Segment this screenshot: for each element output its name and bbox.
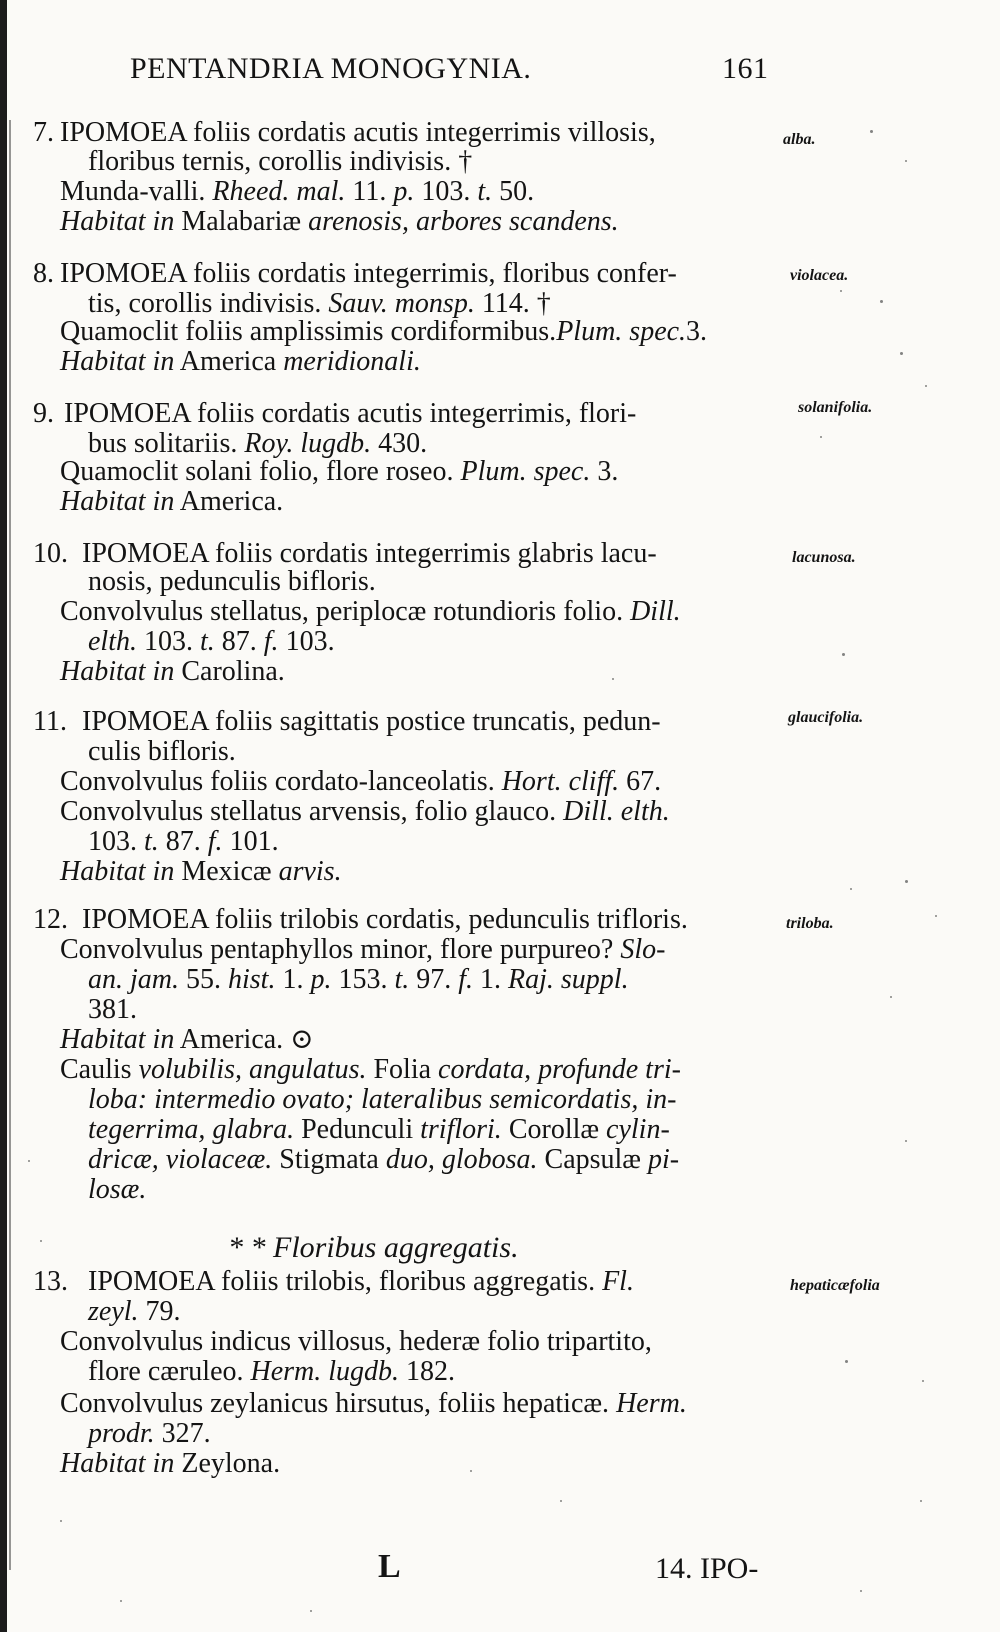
roman-text: nosis, pedunculis bifloris.	[88, 566, 376, 597]
entry-line	[60, 856, 342, 888]
italic-text: elth.	[88, 626, 137, 657]
entry-line	[88, 826, 279, 858]
ink-speck	[840, 290, 842, 292]
ink-speck	[935, 915, 937, 917]
roman-text: floribus ternis, corollis indivisis. †	[88, 146, 473, 177]
roman-text: 153.	[331, 964, 395, 995]
italic-text: dricæ, violaceæ.	[88, 1144, 273, 1175]
italic-text: Herm. lugdb.	[250, 1356, 400, 1387]
roman-text: bus solitariis.	[88, 428, 245, 459]
entry-line	[88, 1296, 181, 1328]
entry-number: 10.	[33, 538, 68, 569]
entry-line	[88, 736, 236, 768]
italic-text: cordata, profunde tri-	[438, 1054, 681, 1085]
species-margin-name: hepaticæfolia	[790, 1277, 880, 1294]
italic-text: f.	[458, 964, 474, 995]
page-binding-edge	[0, 0, 7, 1632]
species-margin-name: lacunosa.	[792, 549, 856, 566]
ink-speck	[905, 160, 907, 162]
italic-text: f.	[263, 626, 279, 657]
roman-text: Caulis	[60, 1054, 139, 1085]
roman-text: Folia	[366, 1054, 439, 1085]
italic-text: Slo-	[620, 934, 666, 965]
roman-text: 114. †	[474, 288, 551, 319]
entry-line	[88, 1418, 211, 1450]
italic-text: zeyl.	[88, 1296, 139, 1327]
roman-text: 3.	[686, 316, 708, 347]
roman-text: 381.	[88, 994, 137, 1025]
roman-text: tis, corollis indivisis.	[88, 288, 329, 319]
ink-speck	[310, 1610, 312, 1612]
roman-text: culis bifloris.	[88, 736, 236, 767]
entry-line	[60, 934, 665, 966]
italic-text: Herm.	[616, 1388, 687, 1419]
entry-line	[88, 1356, 455, 1388]
entry-number: 13.	[33, 1266, 68, 1297]
entry-line	[88, 964, 629, 996]
page-number: 161	[722, 52, 769, 85]
italic-text: triflori.	[420, 1114, 502, 1145]
entry-line	[88, 1144, 679, 1176]
roman-text: Convolvulus indicus villosus, hederæ folio tripartito,	[60, 1326, 652, 1357]
entry-line	[60, 456, 618, 488]
italic-text: Roy. lugdb.	[244, 428, 372, 459]
ink-speck	[890, 996, 892, 998]
italic-text: pi-	[648, 1144, 680, 1175]
ink-speck	[612, 678, 614, 680]
entry-line	[60, 486, 283, 518]
species-margin-name: solanifolia.	[798, 399, 873, 416]
roman-text: 101.	[222, 826, 279, 857]
italic-text: Fl.	[602, 1266, 634, 1297]
entry-diagnosis	[60, 258, 677, 290]
ink-speck	[28, 1160, 30, 1162]
entry-line	[88, 566, 376, 598]
italic-text: loba: intermedio ovato; lateralibus semicordatis, in-	[88, 1084, 677, 1115]
roman-text: 103.	[88, 826, 144, 857]
ink-speck	[880, 300, 883, 303]
ink-speck	[820, 436, 822, 438]
entry-line	[60, 1388, 687, 1420]
roman-text: IPOMOEA foliis trilobis, floribus aggregatis.	[88, 1266, 603, 1297]
entry-number: 7.	[33, 117, 54, 148]
entry-line	[60, 1448, 280, 1480]
roman-text: 1.	[473, 964, 509, 995]
species-margin-name: triloba.	[786, 915, 834, 932]
roman-text: Convolvulus stellatus arvensis, folio glauco.	[60, 796, 564, 827]
italic-text: t.	[144, 826, 159, 857]
entry-diagnosis	[88, 1266, 634, 1298]
italic-text: p.	[310, 964, 332, 995]
entry-number: 12.	[33, 904, 68, 935]
roman-text: Capsulæ	[537, 1144, 648, 1175]
roman-text: IPOMOEA foliis cordatis integerrimis, floribus confer-	[60, 258, 677, 289]
ink-speck	[905, 1140, 907, 1142]
italic-text: Habitat in	[60, 1448, 175, 1479]
italic-text: duo, globosa.	[385, 1144, 538, 1175]
entry-line	[60, 596, 681, 628]
roman-text: 3.	[590, 456, 619, 487]
italic-text: t.	[477, 176, 493, 207]
entry-line	[88, 994, 137, 1026]
roman-text: Mexicæ	[174, 856, 279, 887]
roman-text: 430.	[371, 428, 428, 459]
italic-text: Habitat in	[60, 856, 175, 887]
italic-text: Plum. spec.	[460, 456, 591, 487]
roman-text: Zeylona.	[174, 1448, 281, 1479]
roman-text: 55.	[179, 964, 228, 995]
roman-text: Convolvulus zeylanicus hirsutus, foliis hepaticæ.	[60, 1388, 617, 1419]
ink-speck	[850, 888, 852, 890]
roman-text: 67.	[619, 766, 662, 797]
roman-text: Malabariæ	[174, 206, 309, 237]
roman-text: IPOMOEA foliis cordatis acutis integerrimis, flori-	[64, 398, 637, 429]
italic-text: Habitat in	[60, 656, 175, 687]
entry-line	[88, 1174, 146, 1206]
italic-text: tegerrima, glabra.	[88, 1114, 295, 1145]
entry-line	[60, 1054, 681, 1086]
roman-text: Corollæ	[501, 1114, 607, 1145]
italic-text: Habitat in	[60, 486, 175, 517]
entry-diagnosis	[82, 706, 661, 738]
italic-text: meridionali.	[283, 346, 421, 377]
page-gutter-shadow	[9, 120, 11, 1570]
entry-line	[88, 146, 472, 178]
entry-line	[60, 1024, 314, 1056]
ink-speck	[922, 1380, 924, 1382]
roman-text: flore cæruleo.	[88, 1356, 251, 1387]
entry-line	[88, 1114, 670, 1146]
ink-speck	[120, 1600, 122, 1602]
entry-number: 9.	[33, 398, 54, 429]
roman-text: 103.	[137, 626, 200, 657]
species-margin-name: glaucifolia.	[788, 709, 864, 726]
roman-text: Stigmata	[272, 1144, 386, 1175]
roman-text: America	[174, 346, 284, 377]
roman-text: 1.	[275, 964, 311, 995]
entry-number: 8.	[33, 258, 54, 289]
italic-text: arvis.	[278, 856, 342, 887]
entry-diagnosis	[64, 398, 636, 430]
signature-mark: L	[378, 1548, 401, 1585]
italic-text: hist.	[228, 964, 276, 995]
ink-speck	[842, 653, 845, 656]
roman-text: 103.	[414, 176, 478, 207]
roman-text: Quamoclit foliis amplissimis cordiformibus.	[60, 316, 557, 347]
ink-speck	[920, 1500, 922, 1502]
roman-text: America. ⊙	[174, 1024, 314, 1055]
entry-line	[60, 206, 619, 238]
roman-text: 79.	[138, 1296, 181, 1327]
italic-text: t.	[394, 964, 410, 995]
roman-text: America.	[174, 486, 284, 517]
italic-text: Rheed. mal.	[212, 176, 346, 207]
roman-text: 103.	[278, 626, 335, 657]
entry-line	[88, 626, 335, 658]
entry-number: 11.	[33, 706, 67, 737]
italic-text: Sauv. monsp.	[328, 288, 475, 319]
ink-speck	[470, 1470, 472, 1472]
italic-text: cylin-	[606, 1114, 670, 1145]
italic-text: Dill. elth.	[563, 796, 670, 827]
entry-diagnosis	[82, 904, 688, 936]
entry-diagnosis	[60, 117, 656, 149]
ink-speck	[845, 1360, 848, 1363]
roman-text: 87.	[214, 626, 264, 657]
species-margin-name: violacea.	[790, 267, 849, 284]
italic-text: t.	[200, 626, 215, 657]
italic-text: losæ.	[88, 1174, 147, 1205]
roman-text: Convolvulus stellatus, periplocæ rotundioris folio.	[60, 596, 631, 627]
roman-text: 87.	[158, 826, 208, 857]
roman-text: IPOMOEA foliis cordatis integerrimis glabris lacu-	[82, 538, 657, 569]
italic-text: Habitat in	[60, 206, 175, 237]
ink-speck	[560, 1500, 562, 1502]
italic-text: arenosis, arbores scandens.	[308, 206, 619, 237]
ink-speck	[925, 385, 927, 387]
section-heading: * * Floribus aggregatis.	[228, 1231, 519, 1264]
italic-text: volubilis, angulatus.	[138, 1054, 367, 1085]
roman-text: 11.	[345, 176, 394, 207]
italic-text: Habitat in	[60, 346, 175, 377]
italic-text: an. jam.	[88, 964, 179, 995]
roman-text: 327.	[154, 1418, 211, 1449]
italic-text: f.	[207, 826, 223, 857]
roman-text: Carolina.	[174, 656, 285, 687]
entry-line	[60, 766, 661, 798]
ink-speck	[40, 1240, 42, 1242]
ink-speck	[60, 1520, 62, 1522]
italic-text: Hort. cliff.	[501, 766, 620, 797]
italic-text: Raj. suppl.	[508, 964, 629, 995]
italic-text: Dill.	[630, 596, 681, 627]
roman-text: Quamoclit solani folio, flore roseo.	[60, 456, 461, 487]
entry-line	[60, 316, 707, 348]
entry-line	[60, 796, 670, 828]
catchword: 14. IPO-	[655, 1552, 759, 1585]
running-head-title: PENTANDRIA MONOGYNIA.	[130, 52, 532, 85]
entry-line	[60, 346, 421, 378]
italic-text: prodr.	[88, 1418, 155, 1449]
roman-text: 182.	[399, 1356, 456, 1387]
entry-line	[60, 176, 534, 208]
ink-speck	[905, 880, 908, 883]
roman-text: Convolvulus pentaphyllos minor, flore purpureo?	[60, 934, 621, 965]
roman-text: IPOMOEA foliis sagittatis postice truncatis, pedun-	[82, 706, 661, 737]
roman-text: 50.	[492, 176, 535, 207]
italic-text: Plum. spec.	[556, 316, 687, 347]
species-margin-name: alba.	[783, 131, 816, 148]
entry-line	[60, 1326, 652, 1358]
ink-speck	[870, 130, 873, 133]
roman-text: Convolvulus foliis cordato-lanceolatis.	[60, 766, 502, 797]
roman-text: IPOMOEA foliis cordatis acutis integerrimis villosis,	[60, 117, 656, 148]
entry-line	[88, 1084, 676, 1116]
roman-text: 97.	[409, 964, 459, 995]
roman-text: Pedunculi	[294, 1114, 421, 1145]
ink-speck	[900, 352, 903, 355]
entry-line	[60, 656, 285, 688]
italic-text: p.	[393, 176, 415, 207]
roman-text: Munda-valli.	[60, 176, 213, 207]
ink-speck	[860, 1590, 862, 1592]
italic-text: Habitat in	[60, 1024, 175, 1055]
roman-text: IPOMOEA foliis trilobis cordatis, pedunculis trifloris.	[82, 904, 688, 935]
